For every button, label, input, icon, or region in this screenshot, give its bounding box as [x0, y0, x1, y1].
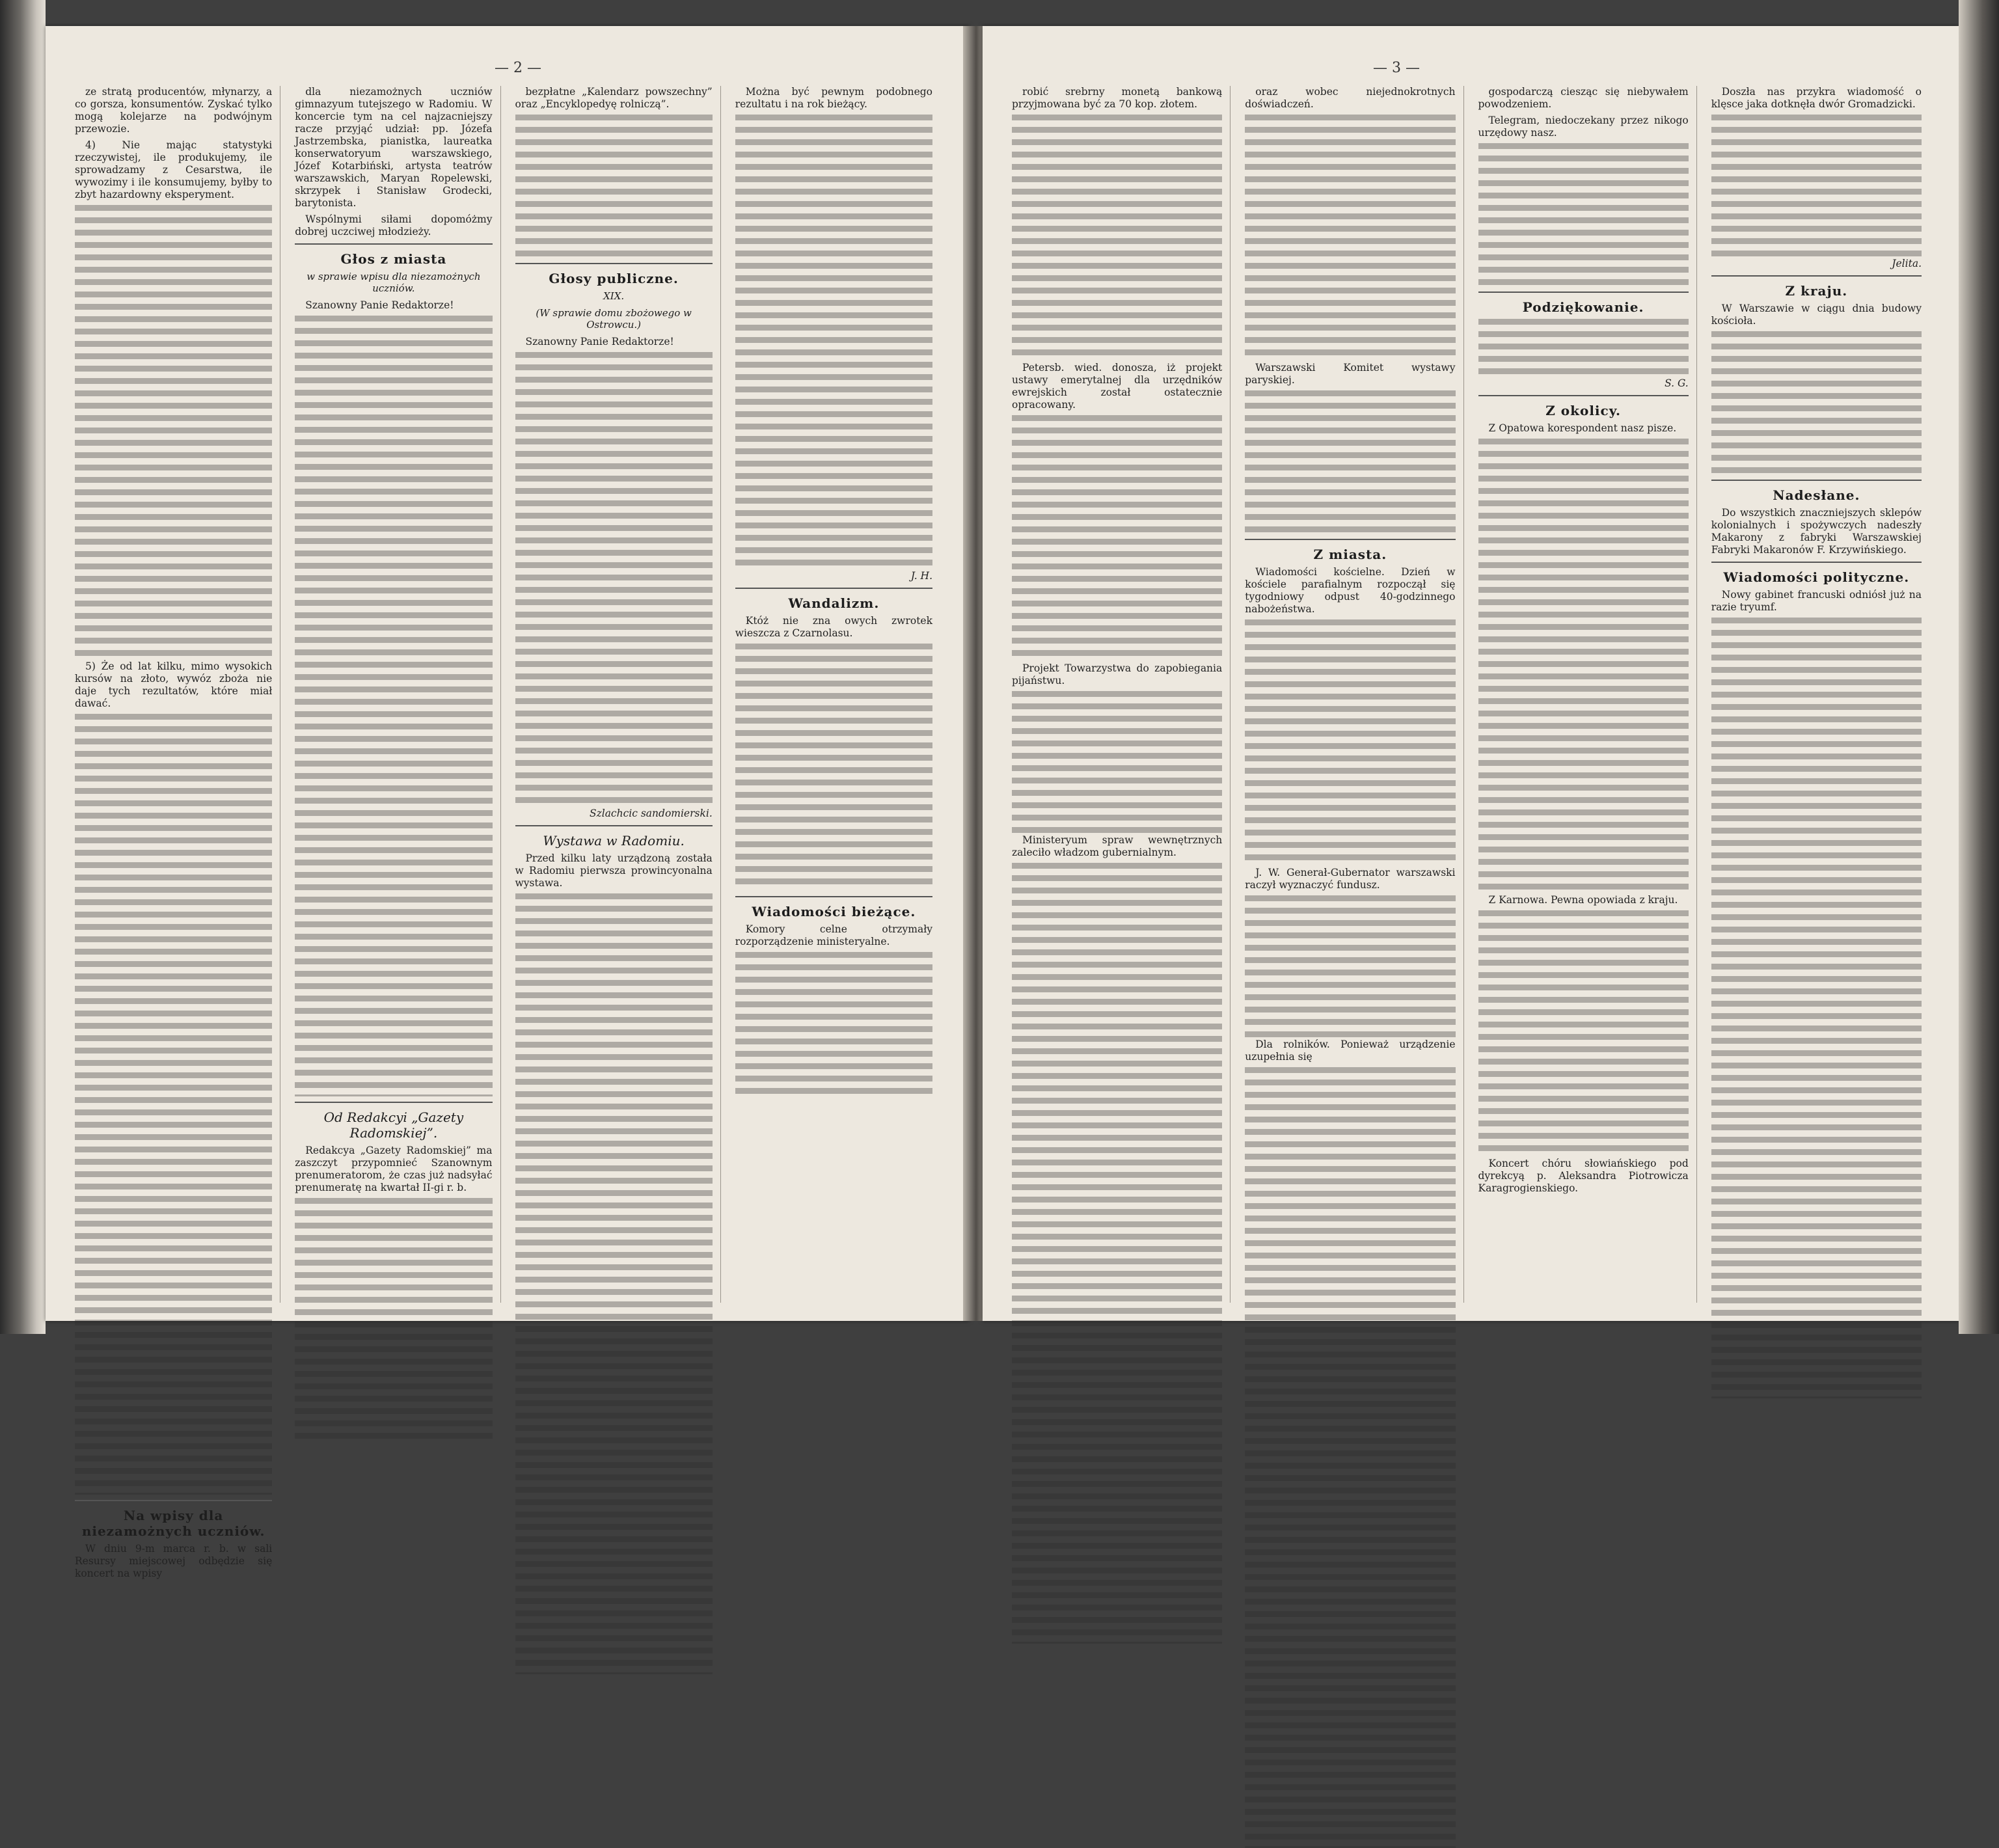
article-paragraph: W dniu 9-m marca r. b. w sali Resursy miejscowej odbędzie się koncert na wpisy	[75, 1543, 273, 1579]
article-paragraph: Telegram, niedoczekany przez nikogo urzędowy nasz.	[1478, 115, 1689, 139]
illegible-text-block	[295, 1198, 492, 1445]
column-left-1	[75, 86, 280, 1579]
book-edge-right	[1959, 0, 1999, 1334]
section-subheading: w sprawie wpisu dla niezamożnych uczniów.	[306, 271, 481, 294]
section-heading: Wystawa w Radomiu.	[543, 833, 685, 849]
column-right-1	[1012, 86, 1231, 1303]
column-left-3	[515, 86, 721, 1303]
article-paragraph: Redakcya „Gazety Radomskiej” ma zaszczyt przypomnieć Szanownym prenumeratorom, że czas już nadsyłać prenumeratę na kwartał II-gi r. b.	[295, 1145, 493, 1193]
illegible-text-block	[1711, 331, 1922, 474]
article-paragraph: bezpłatne „Kalendarz powszechny” oraz „Encyklopedyę rolniczą”.	[515, 86, 713, 110]
section-heading: Nadesłane.	[1773, 487, 1860, 503]
illegible-text-block	[735, 644, 932, 891]
section-subheading: XIX.	[603, 290, 625, 302]
article-paragraph: Przed kilku laty urządzoną została w Radomiu pierwsza prowincyonalna wystawa.	[515, 852, 713, 889]
article-paragraph: Doszła nas przykra wiadomość o klęsce jaka dotknęła dwór Gromadzicki.	[1711, 86, 1922, 110]
columns-left	[75, 86, 940, 1579]
column-right-3	[1478, 86, 1697, 1303]
article-paragraph: Z Opatowa korespondent nasz pisze.	[1488, 422, 1677, 434]
book-edge-left	[0, 0, 46, 1334]
article-paragraph: Szanowny Panie Redaktorze!	[305, 299, 454, 311]
illegible-text-block	[1478, 319, 1689, 377]
illegible-text-block	[75, 714, 272, 1495]
illegible-text-block	[1711, 618, 1922, 1398]
article-paragraph: Któż nie zna owych zwrotek wieszcza z Czarnolasu.	[735, 615, 932, 639]
section-heading: Od Redakcyi „Gazety Radomskiej”.	[323, 1109, 464, 1141]
illegible-text-block	[1245, 895, 1455, 1039]
article-paragraph: robić srebrny monetą bankową przyjmowana być za 70 kop. złotem.	[1012, 86, 1223, 110]
section-heading: Z miasta.	[1313, 547, 1387, 562]
section-heading: Na wpisy dla niezamożnych uczniów.	[81, 1508, 265, 1539]
section-divider	[1711, 275, 1922, 277]
section-subheading: (W sprawie domu zbożowego w Ostrowcu.)	[536, 307, 692, 331]
article-paragraph: Nowy gabinet francuski odniósł już na razie tryumf.	[1711, 589, 1922, 613]
illegible-text-block	[515, 893, 713, 1674]
signature: Szlachcic sandomierski.	[589, 808, 713, 819]
page-left	[46, 26, 970, 1579]
section-divider	[75, 1500, 272, 1501]
section-heading: Wiadomości polityczne.	[1723, 569, 1910, 585]
article-paragraph: Warszawski Komitet wystawy paryskiej.	[1245, 362, 1456, 386]
section-heading: Podziękowanie.	[1522, 299, 1644, 315]
illegible-text-block	[515, 115, 713, 258]
article-paragraph: Wspólnymi siłami dopomóżmy dobrej uczciwej młodzieży.	[295, 213, 493, 238]
article-paragraph: Szanowny Panie Redaktorze!	[525, 336, 674, 347]
illegible-text-block	[1012, 691, 1222, 834]
article-paragraph: ze stratą producentów, młynarzy, a co gorsza, konsumentów. Zyskać tylko mogą kolejarze na podwójnym przewozie.	[75, 86, 273, 135]
article-paragraph: oraz wobec niejednokrotnych doświadczeń.	[1245, 86, 1456, 110]
article-paragraph: W Warszawie w ciągu dnia budowy kościoła.	[1711, 303, 1922, 327]
section-heading: Wiadomości bieżące.	[752, 904, 916, 919]
section-divider	[735, 588, 932, 589]
illegible-text-block	[295, 316, 492, 1096]
illegible-text-block	[1245, 619, 1455, 867]
article-paragraph: 4) Nie mając statystyki rzeczywistej, ile produkujemy, ile sprowadzamy z Cesarstwa, ile wywozimy i ile konsumujemy, byłby to zbyt hazardowny eksperyment.	[75, 139, 273, 200]
article-paragraph: 5) Że od lat kilku, mimo wysokich kursów na złoto, wywóz zboża nie daje tych rezultatów, które miał dawać.	[75, 660, 273, 709]
section-divider	[515, 263, 713, 264]
page-right	[983, 26, 1959, 1321]
illegible-text-block	[1478, 439, 1689, 894]
section-divider	[295, 1102, 492, 1103]
article-paragraph: gospodarczą ciesząc się niebywałem powodzeniem.	[1478, 86, 1689, 110]
column-left-2	[295, 86, 500, 1303]
illegible-text-block	[1478, 143, 1689, 286]
article-paragraph: Dla rolników. Ponieważ urządzenie uzupełnia się	[1245, 1039, 1456, 1063]
section-divider	[295, 243, 492, 245]
illegible-text-block	[1245, 115, 1455, 362]
illegible-text-block	[735, 952, 932, 1095]
article-paragraph: Można być pewnym podobnego rezultatu i na rok bieżący.	[735, 86, 932, 110]
section-heading: Głosy publiczne.	[549, 271, 679, 286]
column-left-4	[735, 86, 940, 1303]
section-divider	[735, 896, 932, 897]
illegible-text-block	[75, 205, 272, 660]
illegible-text-block	[735, 115, 932, 570]
section-heading: Z kraju.	[1785, 283, 1848, 299]
article-paragraph: Ministeryum spraw wewnętrznych zaleciło władzom gubernialnym.	[1012, 834, 1223, 858]
section-divider	[515, 825, 713, 826]
article-paragraph: J. W. Generał-Gubernator warszawski raczył wyznaczyć fundusz.	[1245, 867, 1456, 891]
article-paragraph: Petersb. wied. donosza, iż projekt ustawy emerytalnej dla urzędników ewrejskich został ostatecznie opracowany.	[1012, 362, 1223, 411]
article-paragraph: Wiadomości kościelne. Dzień w kościele parafialnym rozpoczął się tygodniowy odpust 40-godzinnego nabożeństwa.	[1245, 566, 1456, 615]
section-heading: Wandalizm.	[788, 595, 880, 611]
section-divider	[1245, 539, 1455, 540]
section-heading: Z okolicy.	[1545, 403, 1621, 418]
signature: S. G.	[1665, 377, 1689, 389]
illegible-text-block	[1012, 415, 1222, 662]
illegible-text-block	[1478, 910, 1689, 1158]
page-number-left: — 2 —	[495, 60, 541, 76]
illegible-text-block	[1711, 115, 1922, 258]
signature: J. H.	[910, 570, 932, 582]
illegible-text-block	[1245, 1067, 1455, 1848]
illegible-text-block	[1012, 863, 1222, 1644]
article-paragraph: Projekt Towarzystwa do zapobiegania pijaństwu.	[1012, 662, 1223, 686]
column-right-2	[1245, 86, 1463, 1303]
section-divider	[1711, 480, 1922, 481]
page-number-right: — 3 —	[1373, 60, 1420, 76]
article-paragraph: Komory celne otrzymały rozporządzenie ministeryalne.	[735, 923, 932, 947]
section-divider	[1478, 395, 1689, 396]
article-paragraph: dla niezamożnych uczniów gimnazyum tutejszego w Radomiu. W koncercie tym na cel najzacniejszy racze przyjąć udział: pp. Józefa Jastrzembska, pianistka, laureatka konserwatoryum warszawskiego, Józef Kotarbiński, artysta teatrów warszawskich, Maryan Ropelewski, skrzypek i Stanisław Grodecki, barytonista.	[295, 86, 493, 209]
signature: Jelita.	[1892, 258, 1922, 269]
illegible-text-block	[1245, 390, 1455, 534]
illegible-text-block	[1012, 115, 1222, 362]
columns-right	[1012, 86, 1929, 1303]
section-heading: Głos z miasta	[340, 251, 447, 267]
illegible-text-block	[515, 352, 713, 808]
section-divider	[1478, 292, 1689, 293]
column-right-4	[1711, 86, 1929, 1303]
article-paragraph: Do wszystkich znaczniejszych sklepów kolonialnych i spożywczych nadeszły Makarony z fabryki Warszawskiej Fabryki Makaronów F. Krzywińskiego.	[1711, 507, 1922, 556]
section-divider	[1711, 562, 1922, 563]
article-paragraph: Z Karnowa. Pewna opowiada z kraju.	[1488, 894, 1678, 906]
article-paragraph: Koncert chóru słowiańskiego pod dyrekcyą p. Aleksandra Piotrowicza Karagrogienskiego.	[1478, 1158, 1689, 1194]
